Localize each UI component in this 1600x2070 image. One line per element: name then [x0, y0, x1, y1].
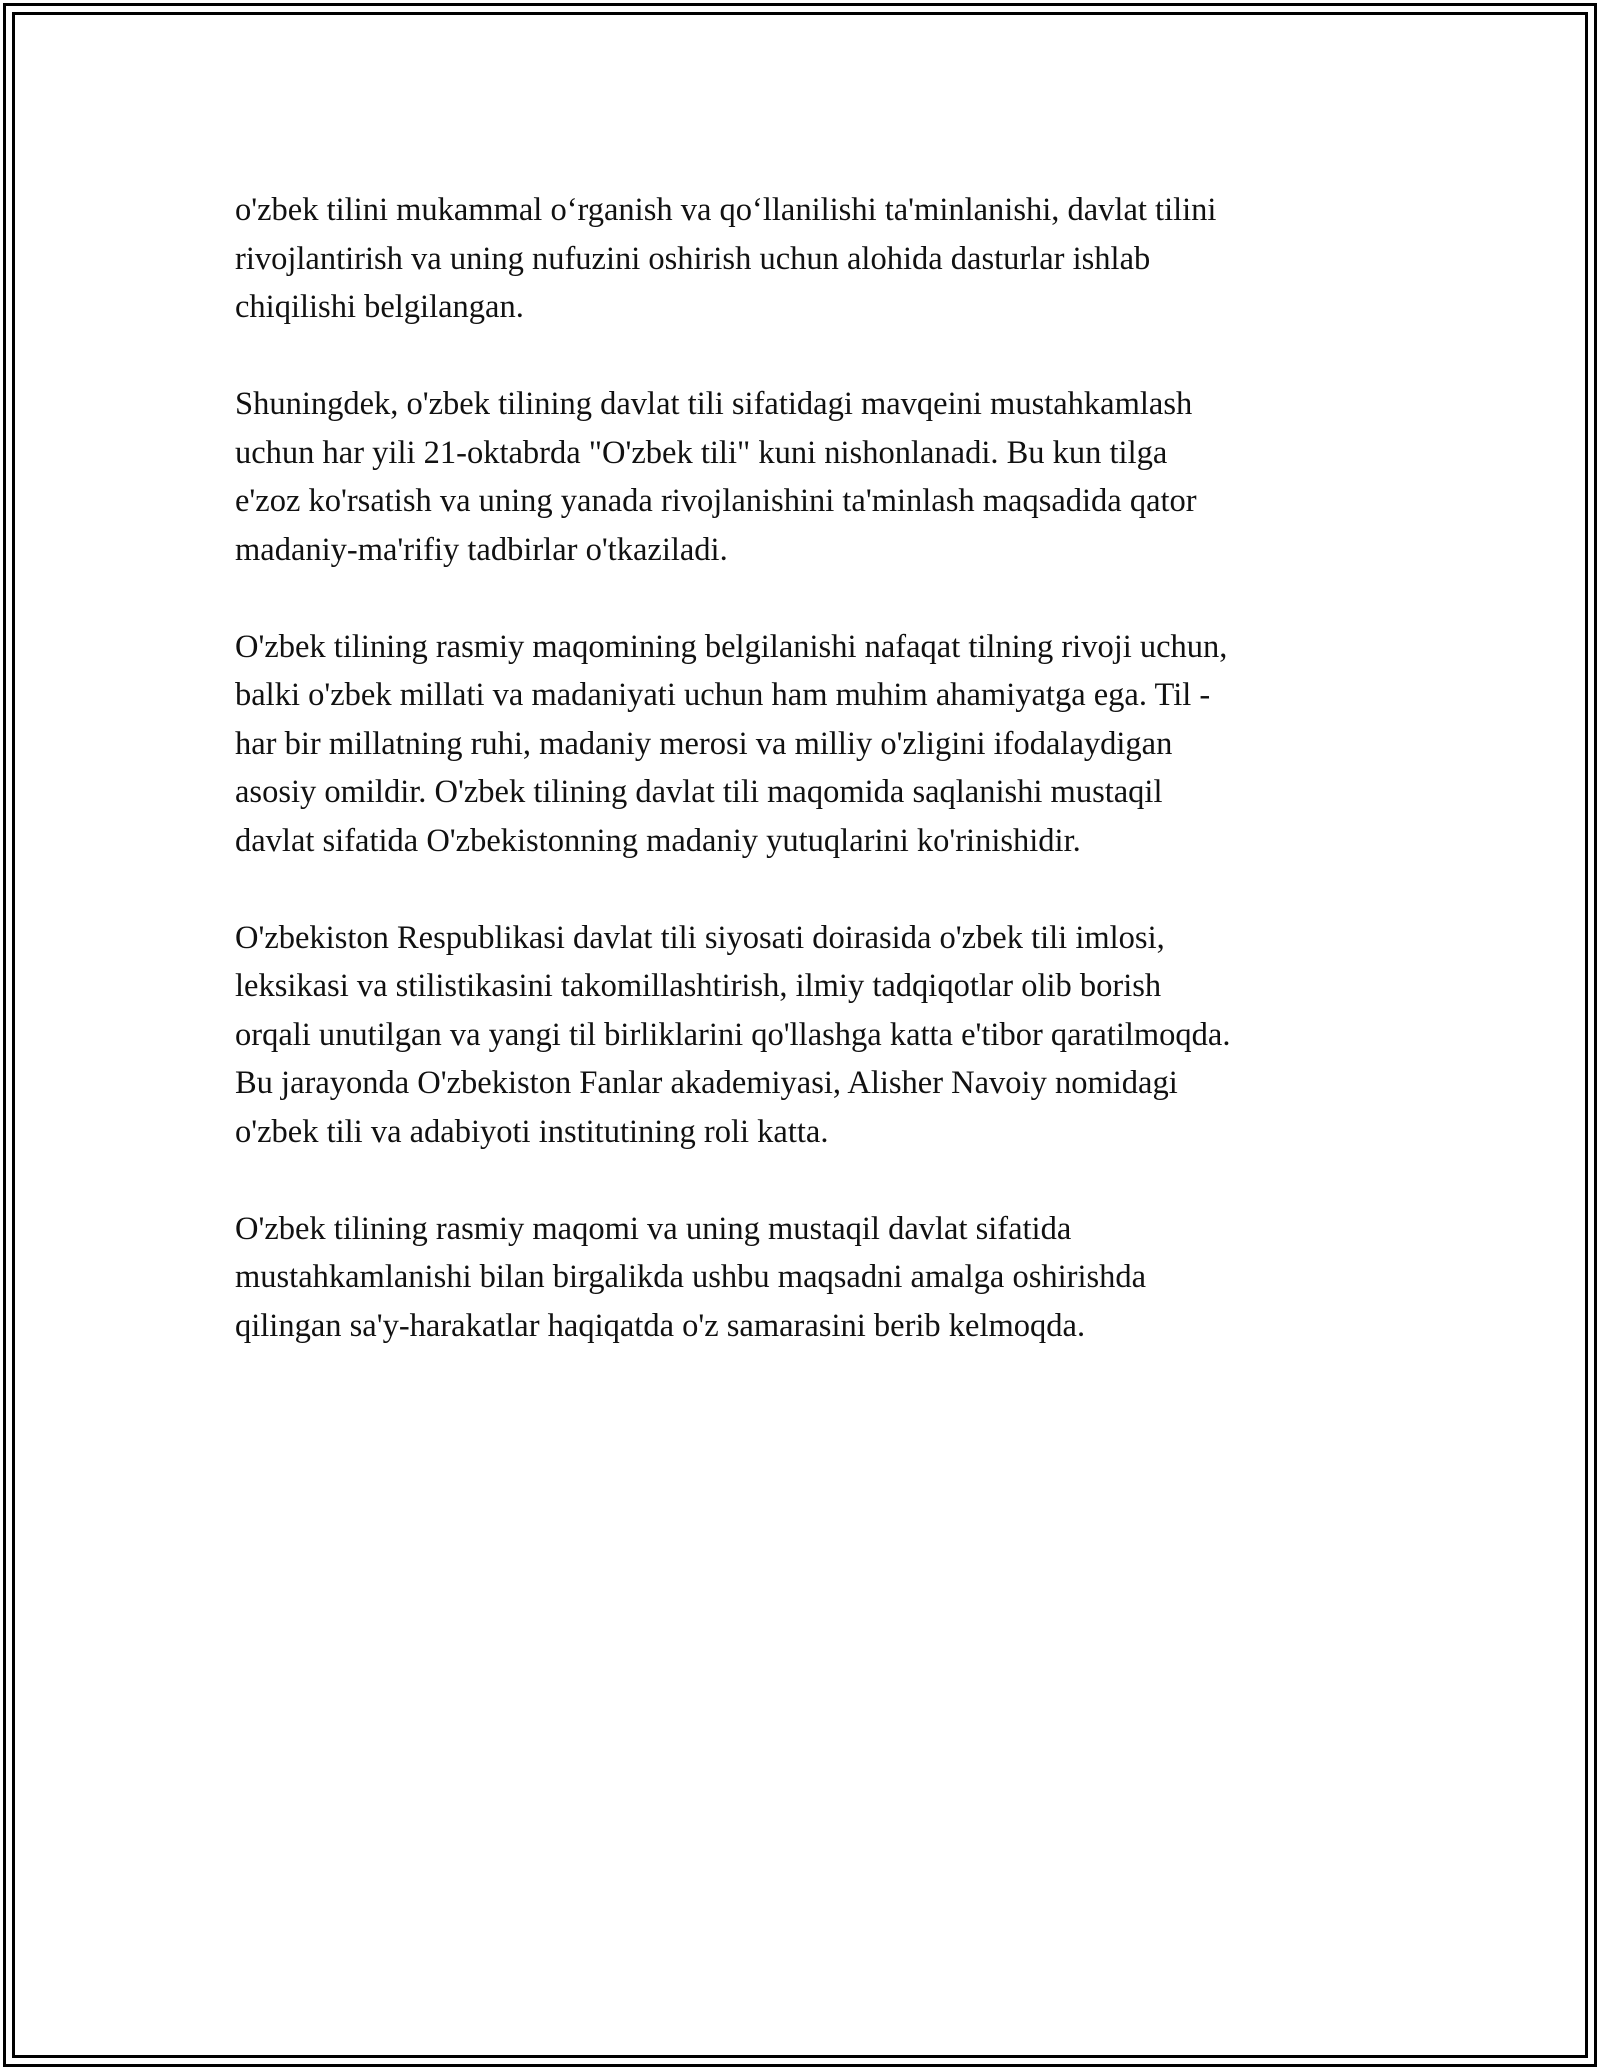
text-line: orqali unutilgan va yangi til birliklarini qo'llashga katta e'tibor qaratilmoqda.: [235, 1016, 1231, 1053]
text-line: uchun har yili 21-oktabrda "O'zbek tili" kuni nishonlanadi. Bu kun tilga: [235, 434, 1168, 471]
text-line: e'zoz ko'rsatish va uning yanada rivojlanishini ta'minlash maqsadida qator: [235, 483, 1197, 519]
text-line: o'zbek tili va adabiyoti institutining roli katta.: [235, 1113, 829, 1150]
text-line: rivojlantirish va uning nufuzini oshirish uchun alohida dasturlar ishlab: [235, 240, 1151, 277]
text-line: O'zbekiston Respublikasi davlat tili siyosati doirasida o'zbek tili imlosi,: [235, 919, 1165, 956]
text-line: chiqilishi belgilangan.: [235, 289, 524, 325]
text-line: har bir millatning ruhi, madaniy merosi va milliy o'zligini ifodalaydigan: [235, 725, 1173, 762]
paragraph: [235, 623, 1385, 866]
document-body: [235, 186, 1385, 1399]
text-line: O'zbek tilining rasmiy maqomining belgilanishi nafaqat tilning rivoji uchun,: [235, 628, 1228, 665]
text-line: madaniy-ma'rifiy tadbirlar o'tkaziladi.: [235, 531, 728, 568]
text-line: Shuningdek, o'zbek tilining davlat tili sifatidagi mavqeini mustahkamlash: [235, 386, 1193, 422]
paragraph: [235, 1205, 1385, 1351]
text-line: O'zbek tilining rasmiy maqomi va uning mustaqil davlat sifatida: [235, 1210, 1072, 1247]
paragraph: [235, 380, 1385, 574]
text-line: qilingan sa'y-harakatlar haqiqatda o'z samarasini berib kelmoqda.: [235, 1307, 1086, 1344]
paragraph: [235, 186, 1385, 332]
text-line: balki o'zbek millati va madaniyati uchun ham muhim ahamiyatga ega. Til -: [235, 677, 1211, 713]
text-line: Bu jarayonda O'zbekiston Fanlar akademiyasi, Alisher Navoiy nomidagi: [235, 1065, 1178, 1101]
text-line: asosiy omildir. O'zbek tilining davlat tili maqomida saqlanishi mustaqil: [235, 774, 1163, 810]
text-line: leksikasi va stilistikasini takomillashtirish, ilmiy tadqiqotlar olib borish: [235, 968, 1162, 1004]
text-line: o'zbek tilini mukammal o‘rganish va qo‘llanilishi ta'minlanishi, davlat tilini: [235, 192, 1217, 228]
text-line: mustahkamlanishi bilan birgalikda ushbu maqsadni amalga oshirishda: [235, 1259, 1147, 1295]
text-line: davlat sifatida O'zbekistonning madaniy yutuqlarini ko'rinishidir.: [235, 822, 1081, 859]
paragraph: [235, 914, 1385, 1157]
